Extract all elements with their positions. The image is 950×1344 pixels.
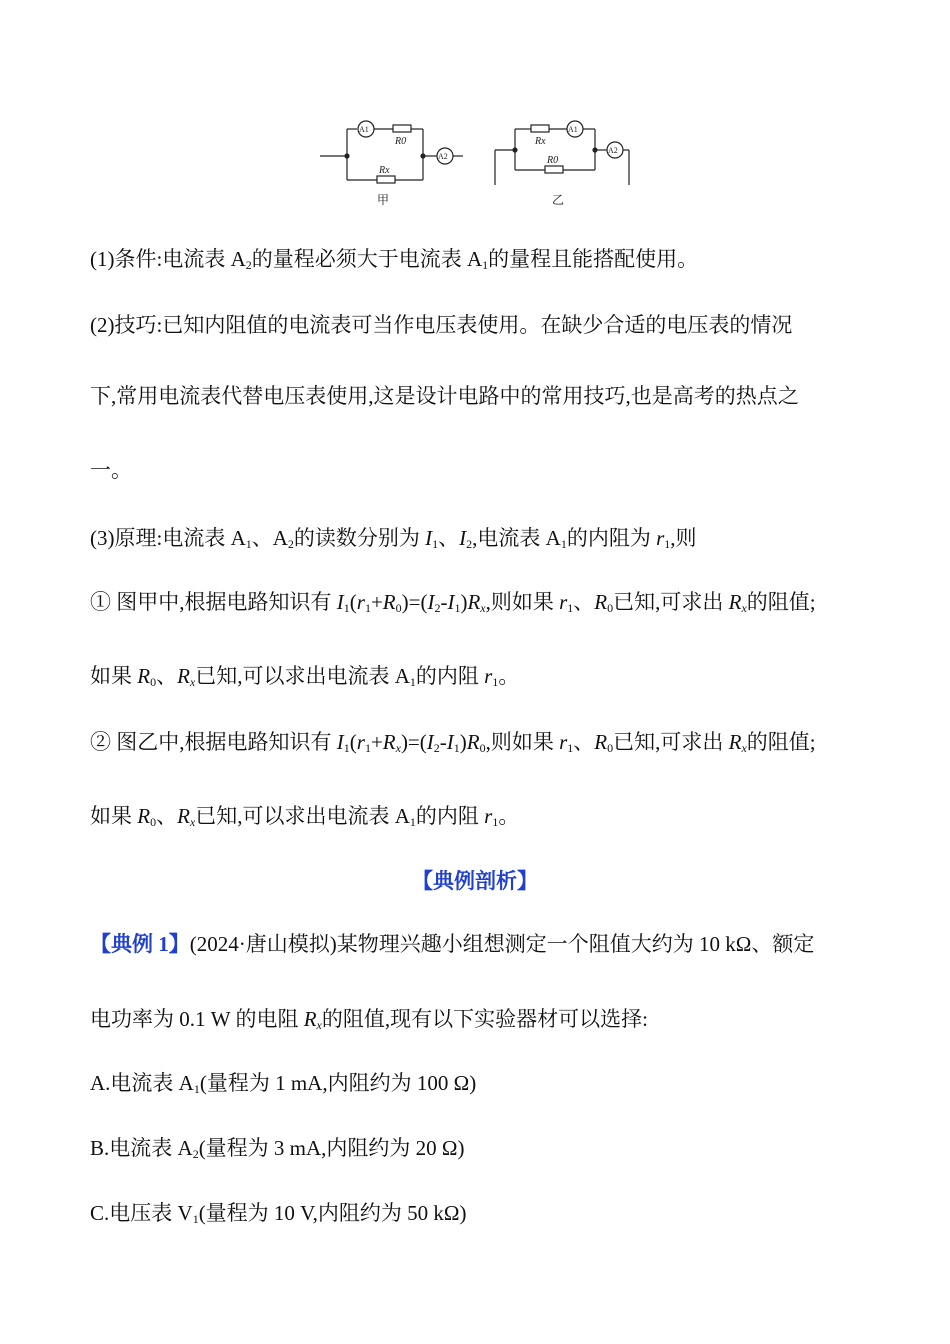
resistor-rx-jia	[377, 176, 395, 183]
paragraph-jia-formula: ① 图甲中,根据电路知识有 $I_1(r_1+R_0)=(I_2-I_1)R_x$,则如果 $r_1$、$R_0$已知,可求出 $R_x$的阻值;	[90, 590, 816, 615]
label-rx-jia: Rx	[379, 165, 390, 176]
paragraph-yi-conclusion: 如果 $R_0$、$R_x$已知,可以求出电流表 $A_1$的内阻 $r_1$。	[90, 804, 520, 829]
circuit-diagrams	[315, 112, 645, 212]
paragraph-technique-line1: (2)技巧:已知内阻值的电流表可当作电压表使用。在缺少合适的电压表的情况	[90, 313, 793, 337]
option-a: A.电流表 $A_1$(量程为 1 mA,内阻约为 100 Ω)	[90, 1071, 477, 1096]
caption-yi: 乙	[552, 193, 565, 207]
paragraph-technique-line3: 一。	[90, 458, 132, 482]
caption-jia: 甲	[377, 193, 390, 207]
example-tag: 【典例 1】	[90, 932, 190, 956]
paragraph-yi-formula: ② 图乙中,根据电路知识有 $I_1(r_1+R_x)=(I_2-I_1)R_0$,则如果 $r_1$、$R_0$已知,可求出 $R_x$的阻值;	[90, 730, 816, 755]
resistor-r0-yi	[545, 166, 563, 173]
label-r0-yi: R0	[547, 155, 559, 166]
label-a2-yi: A2	[608, 146, 618, 155]
label-a1-jia: A1	[359, 125, 369, 134]
section-heading: 【典例剖析】	[412, 869, 538, 893]
label-a1-yi: A1	[568, 125, 578, 134]
paragraph-technique-line2: 下,常用电流表代替电压表使用,这是设计电路中的常用技巧,也是高考的热点之	[90, 384, 799, 408]
label-rx-yi: Rx	[535, 136, 546, 147]
resistor-r0-jia	[393, 125, 411, 132]
option-b: B.电流表 $A_2$(量程为 3 mA,内阻约为 20 Ω)	[90, 1136, 465, 1161]
paragraph-condition: (1)条件:电流表 $A_2$的量程必须大于电流表 $A_1$的量程且能搭配使用。	[90, 247, 699, 272]
option-c: C.电压表 $V_1$(量程为 10 V,内阻约为 50 kΩ)	[90, 1201, 467, 1226]
label-r0-jia: R0	[395, 136, 407, 147]
example-1-line2: 电功率为 0.1 W 的电阻 $R_x$的阻值,现有以下实验器材可以选择:	[90, 1007, 648, 1032]
label-a2-jia: A2	[438, 152, 448, 161]
paragraph-jia-conclusion: 如果 $R_0$、$R_x$已知,可以求出电流表 $A_1$的内阻 $r_1$。	[90, 664, 520, 689]
resistor-rx-yi	[531, 125, 549, 132]
example-1-line1: 【典例 1】(2024·唐山模拟)某物理兴趣小组想测定一个阻值大约为 10 kΩ、额定	[90, 932, 815, 956]
paragraph-principle: (3)原理:电流表 $A_1$、$A_2$的读数分别为 $I_1$、$I_2$,电流表 $A_1$的内阻为 $r_1$,则	[90, 526, 697, 551]
